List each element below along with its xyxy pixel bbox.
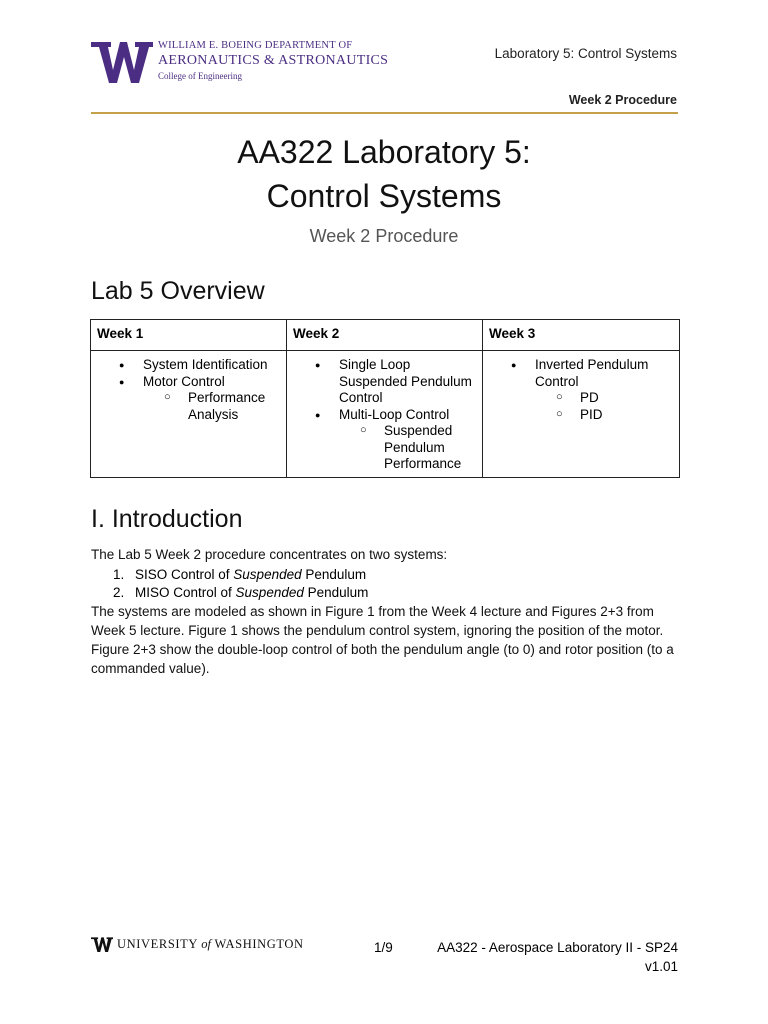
overview-heading: Lab 5 Overview <box>91 277 265 305</box>
page-title <box>0 130 768 218</box>
department-name <box>158 40 388 82</box>
bullet-item: ● Motor Control <box>143 374 280 391</box>
list-item <box>113 566 368 584</box>
title-line1: AA322 Laboratory 5: <box>237 134 531 170</box>
item-text-em: Suspended <box>233 567 302 582</box>
list-item <box>113 584 368 602</box>
table-header-row <box>91 320 680 351</box>
item-text-post: Pendulum <box>301 567 367 582</box>
bullet-item: ● Single Loop Suspended Pendulum Control <box>339 357 476 407</box>
bullet-item: ● Inverted Pendulum Control <box>535 357 673 390</box>
header-divider <box>91 112 678 114</box>
column-header: Week 1 <box>91 320 287 351</box>
week1-cell <box>91 351 287 478</box>
column-header: Week 2 <box>287 320 483 351</box>
sub-bullet-item: ○ PID <box>580 407 673 424</box>
introduction-heading: I. Introduction <box>91 505 243 533</box>
item-number: 2. <box>113 585 125 600</box>
intro-paragraph: The systems are modeled as shown in Figure 1 from the Week 4 lecture and Figures 2+3 from Week 5 lecture. Figure 1 shows the pendulum control system, ignoring the position of the motor. Figure 2+3 show the double-loop control of both the pendulum angle (to 0) and rotor position (to a commanded value). <box>91 604 674 676</box>
uw-footer-logo <box>91 936 304 953</box>
column-header: Week 3 <box>483 320 680 351</box>
page-number: 1/9 <box>374 940 393 955</box>
page-subtitle: Week 2 Procedure <box>309 226 459 246</box>
sub-bullet-item: ○ PD <box>580 390 673 407</box>
uw-w-logo-icon <box>91 40 153 84</box>
item-text-pre: MISO Control of <box>135 585 236 600</box>
footer-version: v1.01 <box>644 959 678 974</box>
overview-table <box>90 319 680 478</box>
footer-course: AA322 - Aerospace Laboratory II - SP24 <box>437 940 678 955</box>
sub-bullet-item: ○ Performance Analysis <box>188 390 280 423</box>
item-text-em: Suspended <box>235 585 304 600</box>
uw-word-university: UNIVERSITY <box>117 937 202 951</box>
uw-w-small-icon <box>91 936 113 953</box>
dept-line1: WILLIAM E. BOEING DEPARTMENT OF <box>158 40 353 51</box>
uw-wordmark <box>117 937 304 952</box>
item-number: 1. <box>113 567 125 582</box>
header-doc-title: Laboratory 5: Control Systems <box>494 46 677 61</box>
bullet-item: ● Multi-Loop Control <box>339 407 476 424</box>
week3-cell <box>483 351 680 478</box>
item-text-pre: SISO Control of <box>135 567 234 582</box>
item-text-post: Pendulum <box>303 585 369 600</box>
intro-numbered-list <box>113 566 368 602</box>
header-section: Week 2 Procedure <box>568 93 677 107</box>
dept-line2: AERONAUTICS & ASTRONAUTICS <box>158 53 389 68</box>
title-line2: Control Systems <box>266 178 502 214</box>
bullet-item: ● System Identification <box>143 357 280 374</box>
table-row <box>91 351 680 478</box>
department-logo <box>91 40 388 84</box>
sub-bullet-item: ○ Suspended Pendulum Performance <box>384 423 476 473</box>
dept-line3: College of Engineering <box>158 71 242 81</box>
week2-cell <box>287 351 483 478</box>
uw-word-washington: WASHINGTON <box>211 937 304 951</box>
uw-word-of: of <box>201 937 211 951</box>
intro-lead: The Lab 5 Week 2 procedure concentrates on two systems: <box>91 547 448 562</box>
